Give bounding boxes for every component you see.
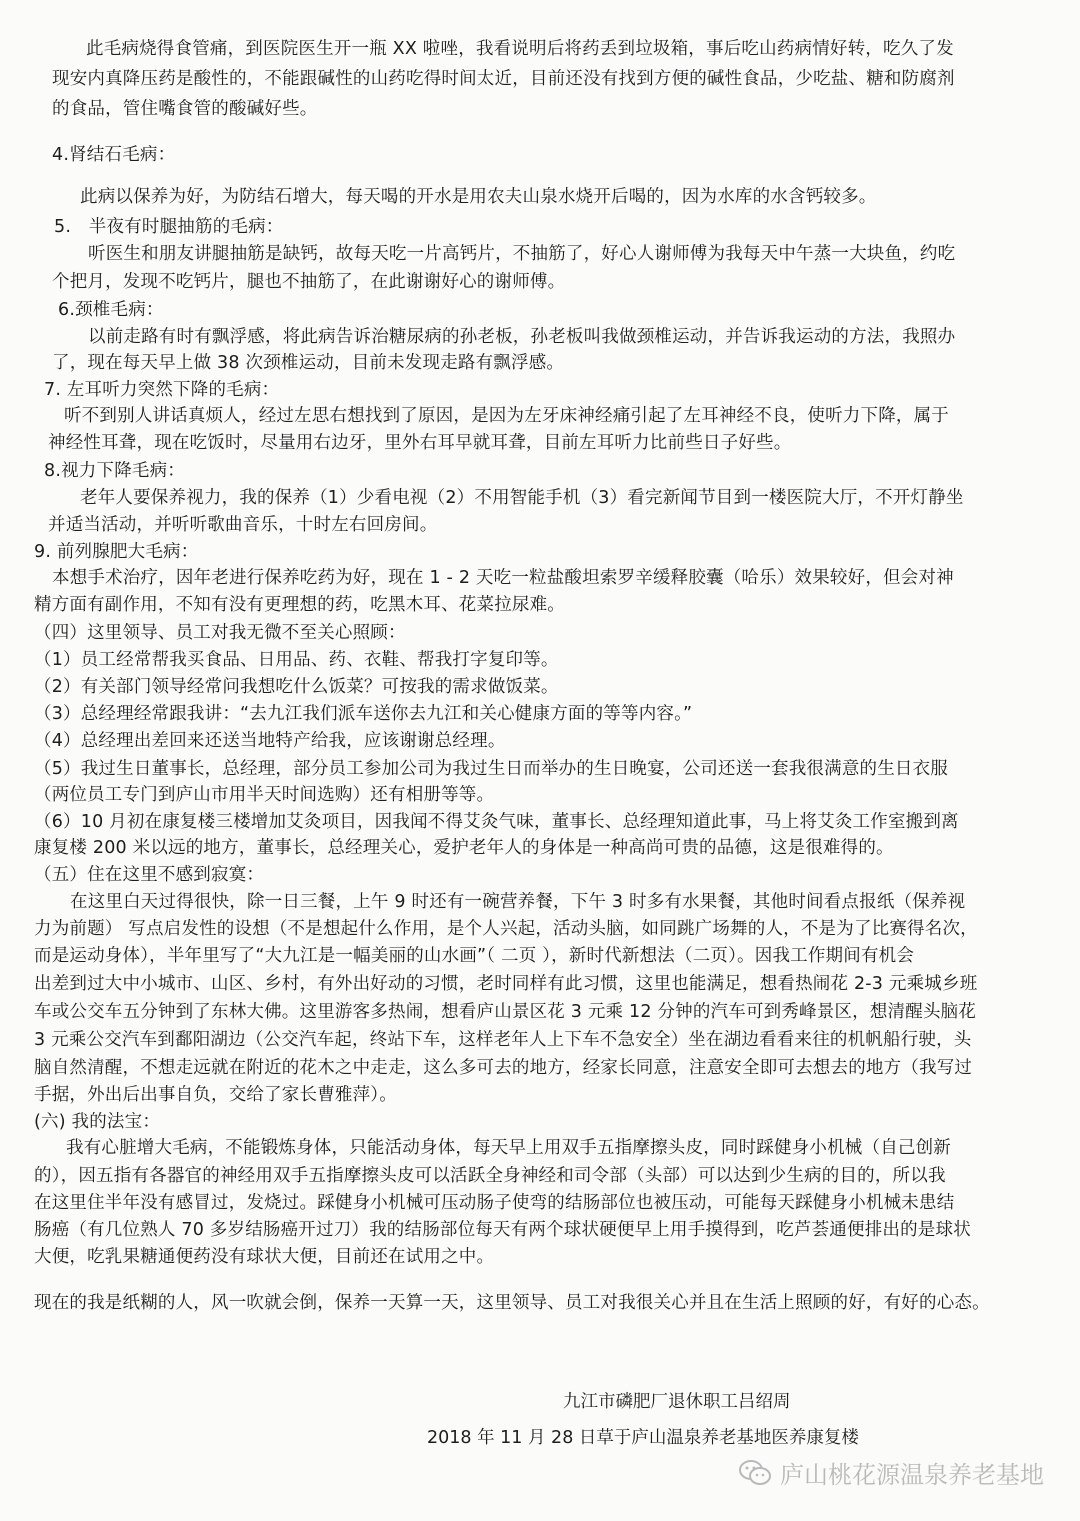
text-line: 以前走路有时有飘浮感，将此病告诉治糖尿病的孙老板，孙老板叫我做颈椎运动，并告诉我运动的方法，我照办 [88,327,956,347]
text-line: 而是运动身体），半年里写了“大九江是一幅美丽的山水画”（ 二页 ），新时代新想法（二页）。因我工作期间有机会 [34,946,915,966]
closing-paragraph: 现在的我是纸糊的人，风一吹就会倒，保养一天算一天，这里领导、员工对我很关心并且在生活上照顾的好，有好的心态。 [34,1293,990,1313]
watermark [738,1455,1044,1490]
section-heading: 7. 左耳听力突然下降的毛病： [44,380,280,400]
list-item: （3）总经理经常跟我讲：“去九江我们派车送你去九江和关心健康方面的等等内容。” [34,704,693,724]
list-item: （5）我过生日董事长，总经理，部分员工参加公司为我过生日而举办的生日晚宴，公司还送一套我很满意的生日衣服 [34,759,949,779]
section-heading: (六) 我的法宝： [34,1112,161,1132]
list-item: （2）有关部门领导经常问我想吃什么饭菜？可按我的需求做饭菜。 [34,677,559,697]
text-line: 此病以保养为好，为防结石增大，每天喝的开水是用农夫山泉水烧开后喝的，因为水库的水含钙较多。 [80,187,877,207]
text-line: 个把月，发现不吃钙片，腿也不抽筋了，在此谢谢好心的谢师傅。 [52,272,566,292]
list-item: （1）员工经常帮我买食品、日用品、药、衣鞋、帮我打字复印等。 [34,650,559,670]
text-line: 听医生和朋友讲腿抽筋是缺钙，故每天吃一片高钙片，不抽筋了，好心人谢师傅为我每天中午蒸一大块鱼，约吃 [88,244,956,264]
text-line: 并适当活动，并听听歌曲音乐，十时左右回房间。 [48,515,438,535]
text-line: 3 元乘公交汽车到鄱阳湖边（公交汽车起，终站下车，这样老年人上下车不急安全）坐在湖边看看来往的机帆船行驶，头 [34,1030,972,1050]
text-line: 在这里住半年没有感冒过，发烧过。踩健身小机械可压动肠子使弯的结肠部位也被压动，可能每天踩健身小机械未患结 [34,1193,955,1213]
text-line: 老年人要保养视力，我的保养（1）少看电视（2）不用智能手机（3）看完新闻节目到一楼医院大厅，不开灯静坐 [80,488,964,508]
section-heading: 9. 前列腺肥大毛病： [34,542,199,562]
text-line: 精方面有副作用，不知有没有更理想的药，吃黑木耳、花菜拉尿难。 [34,595,565,615]
text-line: 力为前题） 写点启发性的设想（不是想起什么作用，是个人兴起，活动头脑，如同跳广场舞的人，不是为了比赛得名次， [34,919,978,939]
list-item: 康复楼 200 米以远的地方，董事长，总经理关心，爱护老年人的身体是一种高尚可贵的品德，这是很难得的。 [34,838,894,858]
text-line: 出差到过大中小城市、山区、乡村，有外出好动的习惯，老时同样有此习惯，这里也能满足，想看热闹花 2-3 元乘城乡班 [34,974,978,994]
watermark-text: 庐山桃花源温泉养老基地 [780,1461,1044,1489]
list-item: （6）10 月初在康复楼三楼增加艾灸项目，因我闻不得艾灸气味，董事长、总经理知道此事，马上将艾灸工作室搬到离 [34,812,959,832]
section-heading: （四）这里领导、员工对我无微不至关心照顾： [34,623,406,643]
text-line: 的），因五指有各器官的神经用双手五指摩擦头皮可以活跃全身神经和司令部（头部）可以达到少生病的目的，所以我 [34,1166,946,1186]
text-line: 脑自然清醒，不想走远就在附近的花木之中走走，这么多可去的地方，经家长同意，注意安全即可去想去的地方（我写过 [34,1058,973,1078]
text-line: 神经性耳聋，现在吃饭时，尽量用右边牙，里外右耳早就耳聋，目前左耳听力比前些日子好些。 [48,433,792,453]
text-line: 在这里白天过得很快，除一日三餐，上午 9 时还有一碗营养餐，下午 3 时多有水果餐，其他时间看点报纸（保养视 [70,892,966,912]
list-item: （两位员工专门到庐山市用半天时间选购）还有相册等等。 [34,785,495,805]
wechat-icon [738,1459,772,1487]
text-line: 听不到别人讲话真烦人，经过左思右想找到了原因，是因为左牙床神经痛引起了左耳神经不良，使听力下降，属于 [64,406,949,426]
text-line: 手据，外出后出事自负，交给了家长曹雅萍）。 [34,1085,397,1105]
list-item: （4）总经理出差回来还送当地特产给我，应该谢谢总经理。 [34,731,506,751]
text-line: 我有心脏增大毛病，不能锻炼身体，只能活动身体，每天早上用双手五指摩擦头皮，同时踩健身小机械（自己创新 [66,1138,951,1158]
text-line: 的食品，管住嘴食管的酸碱好些。 [52,99,318,119]
text-line: 了，现在每天早上做 38 次颈椎运动，目前未发现走路有飘浮感。 [52,353,565,373]
author-signature: 九江市磷肥厂退休职工吕绍周 [563,1392,791,1412]
section-heading: 8.视力下降毛病： [44,461,185,481]
section-heading: 5. 半夜有时腿抽筋的毛病： [54,217,284,237]
text-line: 肠癌（有几位熟人 70 多岁结肠癌开过刀）我的结肠部位每天有两个球状硬便早上用手摸得到，吃芦荟通便排出的是球状 [34,1220,971,1240]
text-line: 大便，吃乳果糖通便药没有球状大便，目前还在试用之中。 [34,1247,495,1267]
section-heading: （五）住在这里不感到寂寞： [34,865,265,885]
text-line: 此毛病烧得食管痛，到医院医生开一瓶 XX 啦唑，我看说明后将药丢到垃圾箱，事后吃山药病情好转，吃久了发 [86,39,954,59]
section-heading: 4.肾结石毛病： [52,145,176,165]
date-line: 2018 年 11 月 28 日草于庐山温泉养老基地医养康复楼 [427,1428,859,1448]
text-line: 车或公交车五分钟到了东林大佛。这里游客多热闹，想看庐山景区花 3 元乘 12 分钟的汽车可到秀峰景区，想清醒头脑花 [34,1002,977,1022]
text-line: 现安内真降压药是酸性的，不能跟碱性的山药吃得时间太近，目前还没有找到方便的碱性食品，少吃盐、糖和防腐剂 [52,69,955,89]
section-heading: 6.颈椎毛病： [58,300,164,320]
text-line: 本想手术治疗，因年老进行保养吃药为好，现在 1 - 2 天吃一粒盐酸坦索罗辛缓释胶囊（哈乐）效果较好，但会对神 [52,568,954,588]
